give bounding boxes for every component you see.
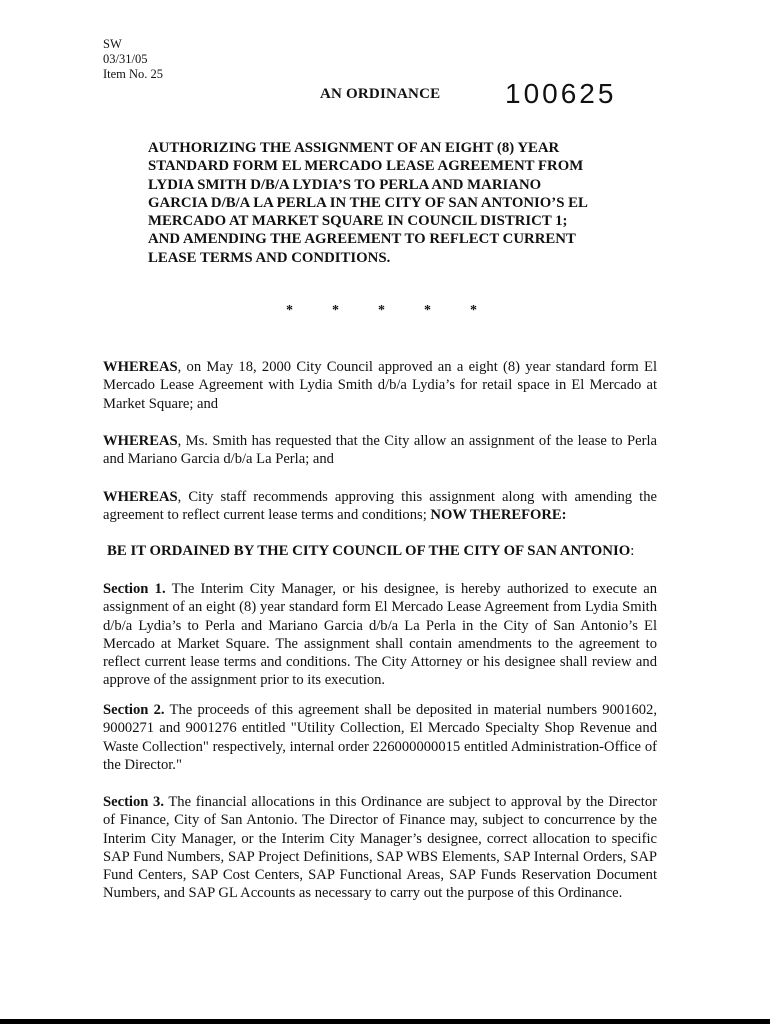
separator-star: * xyxy=(424,303,431,318)
now-therefore: NOW THEREFORE: xyxy=(430,507,567,524)
section-text: The financial allocations in this Ordinance are subject to approval by the Director of Finance, City of San Antonio. The Director of Finance may, subject to concurrence by the Interim City Manager, or the Interim City Manager’s designee, correct allocation to specific SAP Fund Numbers, SAP Project Definitions, SAP WBS Elements, SAP Internal Orders, SAP Fund Centers, SAP Cost Centers, SAP Functional Areas, SAP Funds Reservation Document Numbers, and SAP GL Accounts as necessary to carry out the purpose of this Ordinance. xyxy=(103,794,657,902)
whereas-lead: WHEREAS xyxy=(103,489,178,505)
whereas-lead: WHEREAS xyxy=(103,433,178,449)
whereas-paragraph xyxy=(103,358,657,413)
ordain-colon: : xyxy=(630,543,635,559)
section-label: Section 2. xyxy=(103,702,165,718)
separator-star: * xyxy=(332,303,339,318)
section-label: Section 3. xyxy=(103,794,164,810)
ordain-heading xyxy=(107,543,634,560)
separator-star: * xyxy=(286,303,293,318)
title-line: AND AMENDING THE AGREEMENT TO REFLECT CURRENT xyxy=(148,231,576,248)
section-label: Section 1. xyxy=(103,581,166,597)
ordain-heading-text: BE IT ORDAINED BY THE CITY COUNCIL OF THE CITY OF SAN ANTONIO xyxy=(107,543,631,559)
whereas-text: , on May 18, 2000 City Council approved an a eight (8) year standard form El Mercado Lease Agreement with Lydia Smith d/b/a Lydia’s for retail space in El Mercado at Market Square; and xyxy=(103,359,657,412)
title-line: GARCIA D/B/A LA PERLA IN THE CITY OF SAN ANTONIO’S EL xyxy=(148,194,588,211)
item-number: Item No. 25 xyxy=(103,67,164,81)
title-line: AUTHORIZING THE ASSIGNMENT OF AN EIGHT (8) YEAR xyxy=(148,140,560,156)
section-text: The Interim City Manager, or his designee, is hereby authorized to execute an assignment of an eight (8) year standard form El Mercado Lease Agreement from Lydia Smith d/b/a Lydia’s to Perla and Mariano Garcia d/b/a La Perla in the City of San Antonio’s El Mercado at Market Square. The assignment shall contain amendments to the agreement to reflect current lease terms and conditions. The City Attorney or his designee shall review and approve of the assignment prior to its execution. xyxy=(103,581,657,689)
title-line: MERCADO AT MARKET SQUARE IN COUNCIL DISTRICT 1; xyxy=(148,213,568,230)
whereas-paragraph xyxy=(103,488,657,525)
whereas-text: , Ms. Smith has requested that the City allow an assignment of the lease to Perla and Mariano Garcia d/b/a La Perla; and xyxy=(103,433,657,468)
separator-star: * xyxy=(378,303,385,318)
section-text: The proceeds of this agreement shall be deposited in material numbers 9001602, 9000271 and 9001276 entitled "Utility Collection, El Mercado Specialty Shop Revenue and Waste Collection" respectively, internal order 226000000015 entitled Administration-Office of the Director." xyxy=(103,702,657,773)
star-separator xyxy=(286,303,486,319)
title-line: STANDARD FORM EL MERCADO LEASE AGREEMENT FROM xyxy=(148,158,584,175)
document-meta xyxy=(103,37,163,82)
section-paragraph xyxy=(103,793,657,903)
ordinance-title xyxy=(148,139,615,267)
section-paragraph xyxy=(103,701,657,774)
separator-star: * xyxy=(470,303,477,318)
whereas-paragraph xyxy=(103,432,657,469)
author-initials: SW xyxy=(103,37,122,51)
whereas-text: , City staff recommends approving this assignment along with amending the agreement to reflect current lease terms and conditions; xyxy=(103,489,657,524)
title-line: LEASE TERMS AND CONDITIONS. xyxy=(148,249,391,266)
section-paragraph xyxy=(103,580,657,690)
ordinance-label: AN ORDINANCE xyxy=(320,86,441,102)
title-line: LYDIA SMITH D/B/A LYDIA’S TO PERLA AND MARIANO xyxy=(148,176,542,193)
document-date: 03/31/05 xyxy=(103,52,148,66)
scan-border xyxy=(0,1019,770,1024)
whereas-lead: WHEREAS xyxy=(103,359,178,375)
ordinance-number: 100625 xyxy=(505,78,617,109)
